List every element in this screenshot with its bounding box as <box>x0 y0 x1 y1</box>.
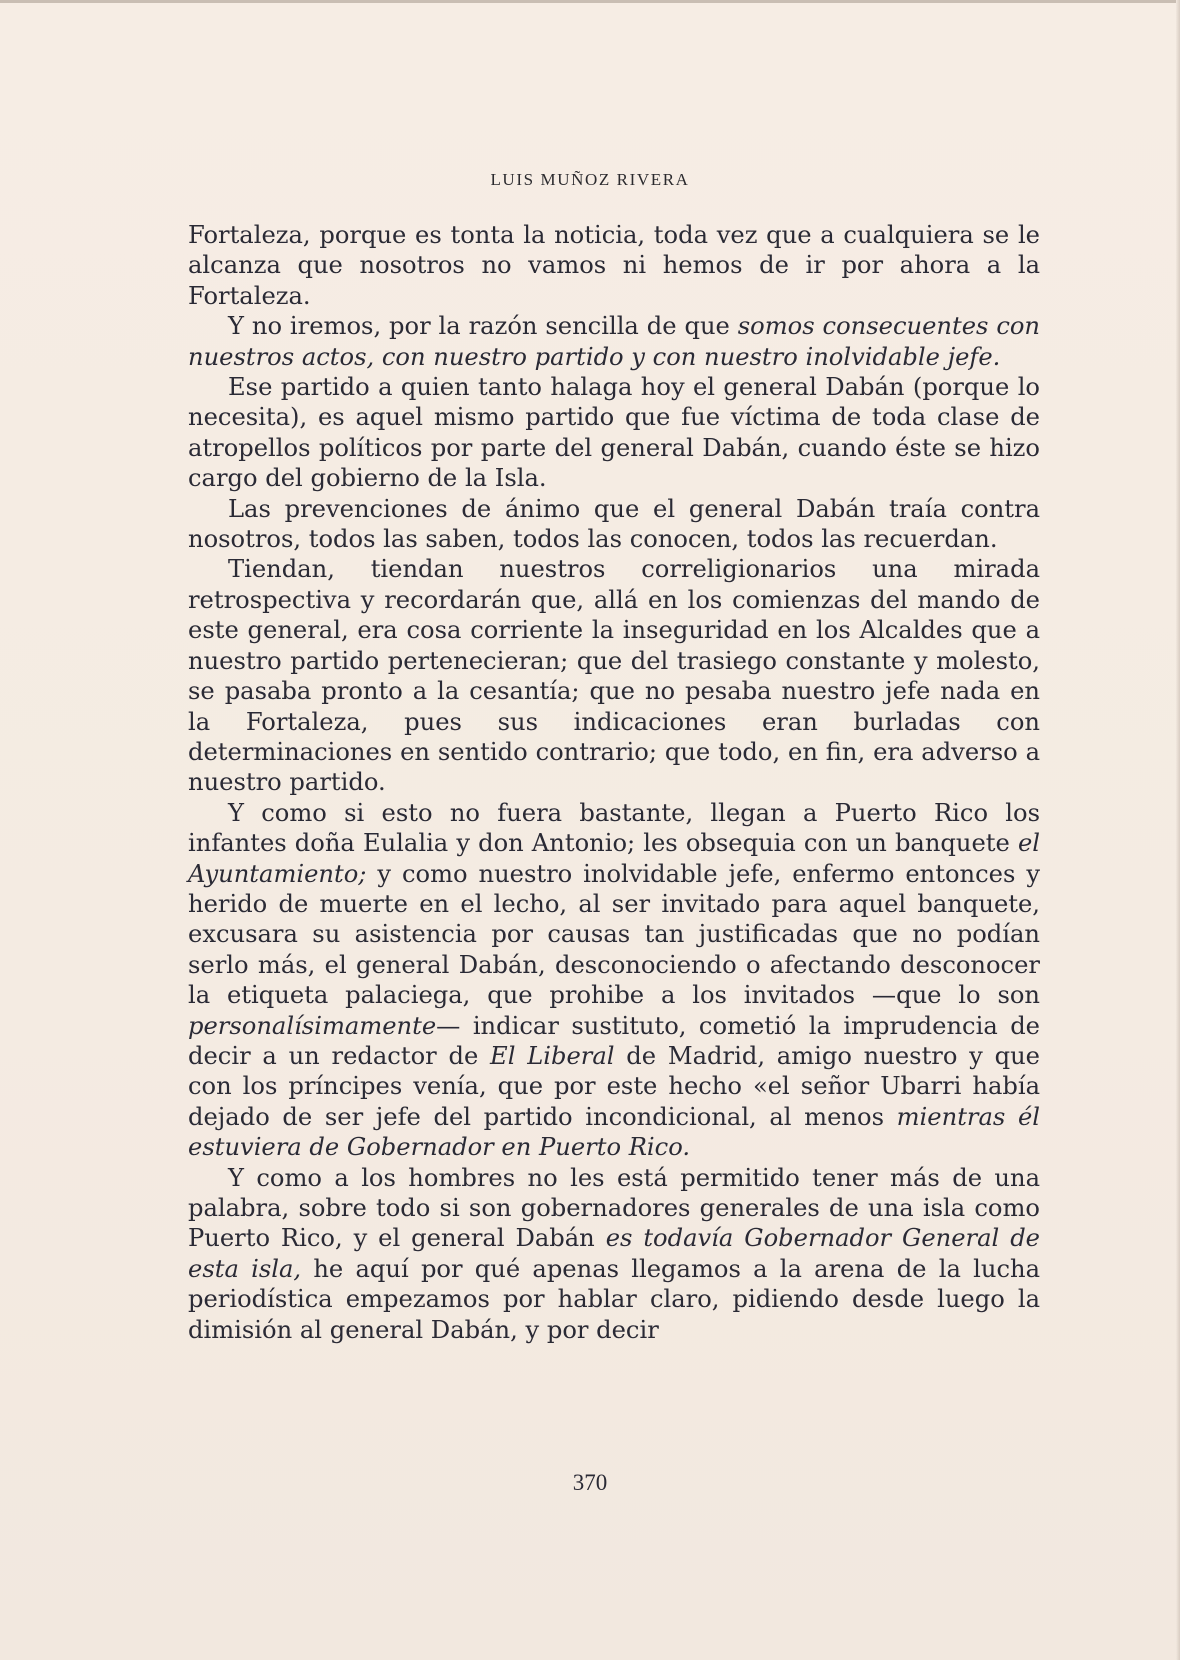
paragraph <box>188 798 1040 1163</box>
paragraph <box>188 1163 1040 1345</box>
italic-text: mientras él estuviera de Gobernador en Puerto Rico. <box>188 1102 1040 1162</box>
body-text <box>188 220 1040 1345</box>
text-run: de Madrid, amigo nuestro y que con los príncipes venía, que por este hecho «el señor Ubarri había dejado de ser jefe del partido incondicional, al menos <box>188 1041 1040 1131</box>
italic-text: somos consecuentes con nuestros actos, con nuestro partido y con nuestro inolvidable jefe. <box>188 312 1041 371</box>
paragraph <box>188 220 1040 311</box>
paragraph <box>188 554 1040 797</box>
paragraph <box>188 494 1040 555</box>
text-run: — indicar sustituto, cometió la imprudencia de decir a un redactor de <box>188 1011 1040 1070</box>
text-run: Tiendan, tiendan nuestros correligionarios una mirada retrospectiva y recordarán que, allá en los comienzas del mando de este general, era cosa corriente la inseguridad en los Alcaldes que a nuestro partido pertenecieran; que del trasiego constante y molesto, se pasaba pronto a la cesantía; que no pesaba nuestro jefe nada en la Fortaleza, pues sus indicaciones eran burladas con determinaciones en sentido contrario; que todo, en fin, era adverso a nuestro partido. <box>188 555 1040 797</box>
paragraph <box>188 311 1040 372</box>
italic-text: El Liberal <box>490 1041 615 1070</box>
italic-text: el Ayuntamiento; <box>188 829 1040 888</box>
text-run: y como nuestro inolvidable jefe, enfermo entonces y herido de muerte en el lecho, al ser invitado para aquel banquete, excusara su asistencia por causas tan justificadas que no podían serlo más, el general Dabán, desconociendo o afectando desconocer la etiqueta palaciega, que prohibe a los invitados —que lo son <box>188 859 1040 1010</box>
italic-text: es todavía Gobernador General de esta isla, <box>188 1224 1040 1283</box>
running-head: LUIS MUÑOZ RIVERA <box>490 170 690 189</box>
text-run: Y no iremos, por la razón sencilla de que <box>228 312 738 341</box>
page-top-edge <box>0 0 1180 3</box>
text-run: Fortaleza, porque es tonta la noticia, toda vez que a cualquiera se le alcanza que nosotros no vamos ni hemos de ir por ahora a la Fortaleza. <box>188 221 1040 310</box>
text-run: Y como si esto no fuera bastante, llegan a Puerto Rico los infantes doña Eulalia y don Antonio; les obsequia con un banquete <box>188 798 1040 858</box>
page-right-edge <box>1176 0 1180 1660</box>
page-number: 370 <box>572 1470 608 1495</box>
text-run: he aquí por qué apenas llegamos a la arena de la lucha periodística empezamos por hablar claro, pidiendo desde luego la dimisión al general Dabán, y por decir <box>188 1254 1040 1344</box>
text-run: Ese partido a quien tanto halaga hoy el general Dabán (porque lo necesita), es aquel mismo partido que fue víctima de toda clase de atropellos políticos por parte del general Dabán, cuando éste se hizo cargo del gobierno de la Isla. <box>188 373 1040 493</box>
paragraph <box>188 372 1040 494</box>
text-run: Las prevenciones de ánimo que el general Dabán traía contra nosotros, todos las saben, todos las conocen, todos las recuerdan. <box>188 494 1040 554</box>
italic-text: personalísimamente <box>188 1011 437 1040</box>
text-run: Y como a los hombres no les está permitido tener más de una palabra, sobre todo si son gobernadores generales de una isla como Puerto Rico, y el general Dabán <box>188 1163 1040 1253</box>
